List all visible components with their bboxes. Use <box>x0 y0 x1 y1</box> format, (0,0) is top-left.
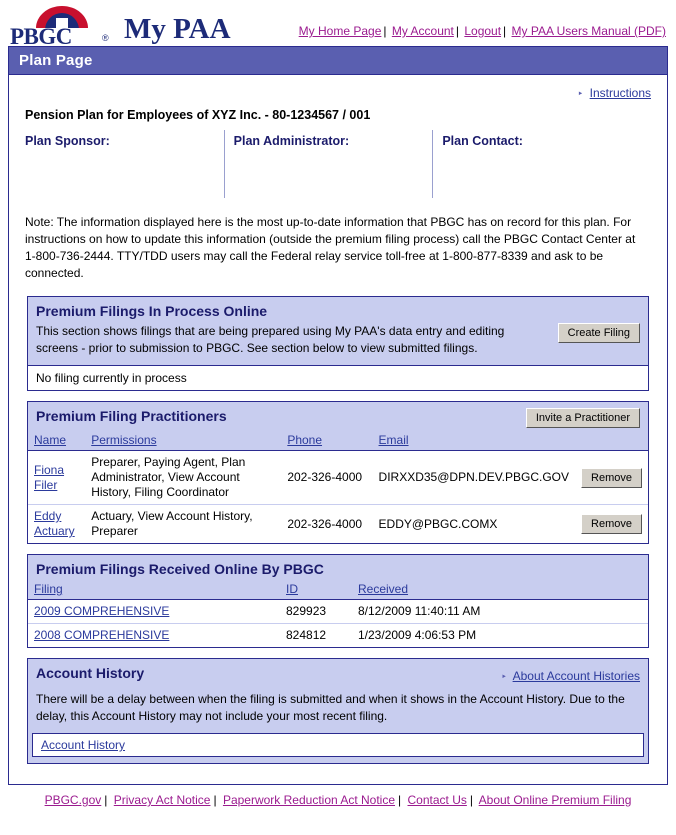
link-separator: | <box>383 24 387 38</box>
practitioner-permissions-cell: Preparer, Paying Agent, Plan Administrator, View Account History, Filing Coordinator <box>85 451 281 505</box>
plan-sponsor-label: Plan Sponsor: <box>25 134 110 148</box>
plan-page-panel <box>8 46 668 785</box>
pbgc-logo <box>10 6 118 49</box>
filing-link[interactable]: 2009 COMPREHENSIVE <box>34 604 170 618</box>
instructions-link[interactable]: Instructions <box>589 86 651 100</box>
column-header-phone[interactable]: Phone <box>281 430 372 451</box>
pbgc-logo-text: PBGC <box>10 24 72 49</box>
practitioner-email-cell: DIRXXD35@DPN.DEV.PBGC.GOV <box>373 451 575 505</box>
link-logout[interactable]: Logout <box>464 24 502 38</box>
filings-received-title: Premium Filings Received Online By PBGC <box>36 561 324 577</box>
practitioner-remove-cell <box>575 451 648 505</box>
link-users-manual-pdf[interactable]: My PAA Users Manual (PDF) <box>511 24 666 38</box>
filings-in-process-header <box>28 297 648 321</box>
practitioners-table <box>28 430 648 543</box>
plan-administrator-label: Plan Administrator: <box>233 134 350 148</box>
account-history-header <box>28 659 648 685</box>
table-row <box>28 505 648 544</box>
footer-separator: | <box>104 793 108 807</box>
filings-received-header <box>28 555 648 579</box>
brand-lockup <box>10 6 231 49</box>
footer-link-contact-us[interactable]: Contact Us <box>407 793 467 807</box>
filing-link[interactable]: 2008 COMPREHENSIVE <box>34 628 170 642</box>
link-separator: | <box>455 24 459 38</box>
column-header-email[interactable]: Email <box>373 430 648 451</box>
practitioner-permissions-cell: Actuary, View Account History, Preparer <box>85 505 281 544</box>
table-row <box>28 451 648 505</box>
footer-separator: | <box>213 793 217 807</box>
practitioner-phone-cell: 202-326-4000 <box>281 505 372 544</box>
app-name: My PAA <box>124 13 231 45</box>
footer-separator: | <box>469 793 473 807</box>
practitioners-header <box>28 402 648 430</box>
column-header-id[interactable]: ID <box>280 579 352 600</box>
site-header <box>0 0 676 49</box>
table-row <box>28 600 648 624</box>
about-account-histories-link[interactable]: About Account Histories <box>512 669 640 683</box>
footer-link-privacy-act-notice[interactable]: Privacy Act Notice <box>113 793 211 807</box>
account-history-title: Account History <box>36 665 145 681</box>
instructions-row <box>21 83 655 106</box>
filing-id-cell: 829923 <box>280 600 352 624</box>
practitioner-name-link[interactable]: Fiona Filer <box>34 462 65 492</box>
site-footer <box>0 785 676 811</box>
create-filing-button[interactable]: Create Filing <box>558 323 640 343</box>
account-history-section <box>27 658 649 764</box>
page-title: Plan Page <box>9 47 667 75</box>
practitioners-title: Premium Filing Practitioners <box>36 408 227 424</box>
filing-id-cell: 824812 <box>280 624 352 648</box>
column-header-filing[interactable]: Filing <box>28 579 280 600</box>
contacts-columns <box>21 134 655 208</box>
practitioner-name-cell <box>28 505 85 544</box>
link-my-account[interactable]: My Account <box>391 24 454 38</box>
filings-received-section <box>27 554 649 648</box>
remove-practitioner-button[interactable]: Remove <box>581 514 642 534</box>
footer-link-paperwork-reduction-act-notice[interactable]: Paperwork Reduction Act Notice <box>222 793 396 807</box>
about-account-histories-row <box>501 665 640 683</box>
footer-separator: | <box>398 793 402 807</box>
column-header-received[interactable]: Received <box>352 579 648 600</box>
table-row <box>28 624 648 648</box>
link-my-home-page[interactable]: My Home Page <box>298 24 382 38</box>
arrow-bullet-icon: ‣ <box>577 89 584 100</box>
practitioner-email-cell: EDDY@PBGC.COMX <box>373 505 575 544</box>
header-links <box>299 24 666 38</box>
plan-sponsor-column <box>25 134 234 208</box>
arrow-bullet-icon: ‣ <box>501 672 507 683</box>
filing-name-cell <box>28 600 280 624</box>
pbgc-logo-registered-mark: ® <box>102 33 109 43</box>
filings-in-process-section <box>27 296 649 391</box>
practitioners-table-header-row <box>28 430 648 451</box>
column-header-permissions[interactable]: Permissions <box>85 430 281 451</box>
plan-administrator-column <box>234 134 443 208</box>
filing-name-cell <box>28 624 280 648</box>
link-separator: | <box>503 24 507 38</box>
practitioner-name-cell <box>28 451 85 505</box>
account-history-link[interactable]: Account History <box>41 738 126 752</box>
filings-in-process-description: This section shows filings that are being prepared using My PAA's data entry and editing screens - prior to submission to PBGC. See section below to view submitted filings. <box>36 324 505 355</box>
filings-in-process-title: Premium Filings In Process Online <box>36 303 268 319</box>
plan-contact-column <box>442 134 651 208</box>
remove-practitioner-button[interactable]: Remove <box>581 468 642 488</box>
column-header-name[interactable]: Name <box>28 430 85 451</box>
invite-practitioner-button[interactable]: Invite a Practitioner <box>526 408 640 428</box>
filing-received-cell: 1/23/2009 4:06:53 PM <box>352 624 648 648</box>
column-divider <box>432 130 433 198</box>
panel-body <box>9 75 667 784</box>
account-history-link-strip <box>32 733 644 757</box>
column-divider <box>224 130 225 198</box>
filings-in-process-body <box>28 321 648 365</box>
information-note: Note: The information displayed here is the most up-to-date information that PBGC has on record for this plan. For instructions on how to update this information (outside the premium filing process) call the PBGC Contact Center at 1-800-736-2444. TTY/TDD users may call the Federal relay service toll-free at 1-800-877-8339 and ask to be connected. <box>25 215 636 280</box>
plan-contact-label: Plan Contact: <box>442 134 523 148</box>
filings-in-process-empty-message: No filing currently in process <box>28 365 648 390</box>
practitioner-phone-cell: 202-326-4000 <box>281 451 372 505</box>
practitioner-name-link[interactable]: Eddy Actuary <box>34 509 75 538</box>
footer-link-about-online-premium-filing[interactable]: About Online Premium Filing <box>478 793 632 807</box>
practitioner-remove-cell <box>575 505 648 544</box>
footer-link-pbgc-gov[interactable]: PBGC.gov <box>44 793 102 807</box>
filings-table-header-row <box>28 579 648 600</box>
filings-received-table <box>28 579 648 647</box>
account-history-note: There will be a delay between when the filing is submitted and when it shows in the Account History. Due to the delay, this Account History may not include your most recent filing. <box>28 685 648 729</box>
plan-name: Pension Plan for Employees of XYZ Inc. - 80-1234567 / 001 <box>25 108 371 122</box>
practitioners-section <box>27 401 649 544</box>
filing-received-cell: 8/12/2009 11:40:11 AM <box>352 600 648 624</box>
